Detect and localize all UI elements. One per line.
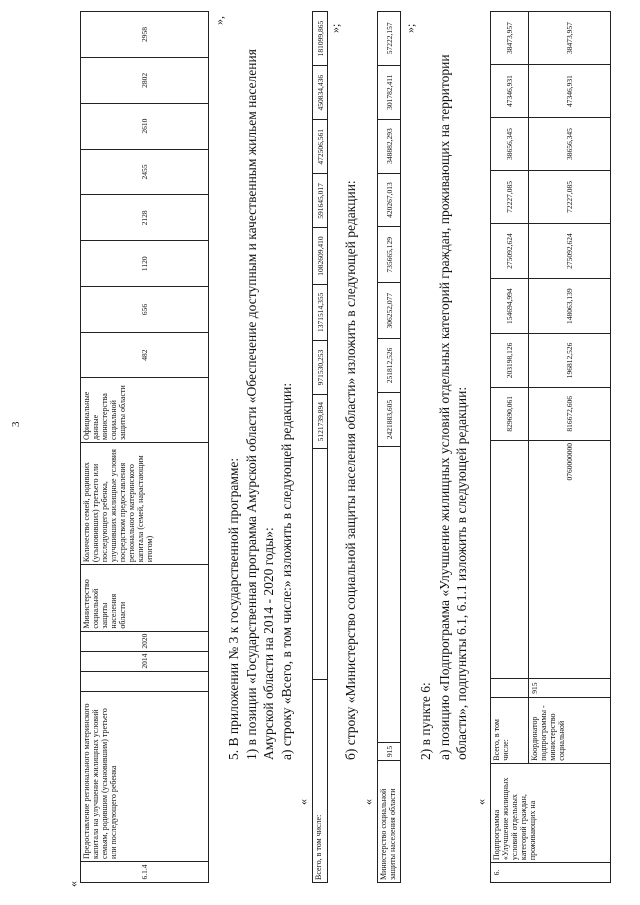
subprogram-number: 6. (491, 863, 611, 883)
row1-value: 829690,061 (491, 387, 529, 440)
kbk-code: 0760000000 (565, 443, 574, 481)
measure-name: Предоставление регионального материнского капитала на улучшение жилищных условий семьям, родившим (усыновившим) третьего или последующего ребенка (81, 691, 209, 861)
section5-heading: 5. В приложении № 3 к государственной программе: (226, 457, 241, 760)
subprogram-name: Подпрограмма «Улучшение жилищных условий отдельных категорий граждан, проживающих на (491, 763, 611, 862)
indicator-value: 2455 (81, 149, 209, 195)
quote-open-4: « (474, 799, 488, 805)
quote-close-2: »; (328, 23, 342, 33)
indicator-value: 656 (81, 287, 209, 333)
row1-value: 38656,345 (491, 118, 529, 171)
ministry-value: 420267,013 (378, 173, 401, 227)
indicator-value: 482 (81, 332, 209, 378)
responsible-body: Министерство социальной защиты населения области (81, 565, 209, 631)
ministry-value: 251812,526 (378, 339, 401, 393)
ministry-value: 348882,293 (378, 119, 401, 173)
total-value: 181099,865 (313, 12, 328, 66)
row2-value: 47346,931 (529, 65, 611, 118)
data-source: Официальные данные министерства социальной защиты области (81, 378, 209, 443)
indicator-value: 1120 (81, 241, 209, 287)
ministry-code: 915 (378, 742, 401, 761)
row2-code: 915 (529, 679, 611, 698)
row2-value: 148063,139 (529, 279, 611, 334)
row2-value: 275092,624 (529, 223, 611, 278)
ministry-label: Министерство социальной защиты населения области (378, 761, 401, 883)
subprogram-table (490, 11, 611, 883)
quote-open-1: « (66, 881, 80, 887)
quote-close-3: »; (403, 23, 417, 33)
quote-open-2: « (296, 799, 310, 805)
total-value: 5121739,894 (313, 395, 328, 449)
ministry-value: 57222,157 (378, 12, 401, 66)
year-end: 2020 (81, 631, 209, 651)
total-value: 472506,561 (313, 120, 328, 174)
year-start: 2014 (81, 651, 209, 671)
row2-value: 816672,606 (529, 387, 611, 440)
indicator-value: 2802 (81, 57, 209, 103)
row-number: 6.1.4 (81, 862, 209, 883)
row1-value: 47346,931 (491, 65, 529, 118)
total-value: 1371514,355 (313, 284, 328, 340)
item2a-wrapper (436, 10, 470, 760)
ministry-value: 301782,411 (378, 65, 401, 119)
item1b-text: б) строку «Министерство социальной защиты населения области» изложить в следующей редакции: (343, 180, 358, 760)
total-value: 450834,436 (313, 66, 328, 120)
total-label: Всего, в том числе: (313, 679, 328, 882)
item1-text: 1) в позиции «Государственная программа Амурской области «Обеспечение доступным и качественным жильем населения Амурской области на 2014 - 2020 годы»: (244, 49, 276, 760)
total-value: 971530,253 (313, 340, 328, 394)
quote-close-1: », (212, 16, 226, 25)
row2-value: 72227,085 (529, 170, 611, 223)
item1-text-line1 (243, 10, 277, 760)
row1-value: 72227,085 (491, 170, 529, 223)
indicator-name: Количество семей, родивших (усыновивших) третьего или последующего ребенка, улучшивших жилищные условия посредством предоставления регионального материнского капитала (семей, нарастающим итогом) (81, 442, 209, 564)
ministry-table (377, 11, 401, 883)
row2-value: 38473,957 (529, 12, 611, 65)
item2-heading: 2) в пункте 6: (418, 682, 433, 760)
row1-value: 38473,957 (491, 12, 529, 65)
row1-value: 275092,624 (491, 223, 529, 278)
row2-value: 196812,526 (529, 334, 611, 387)
row2-kbk (529, 441, 611, 679)
row1-value: 203198,126 (491, 334, 529, 387)
row1-label: Всего, в том числе: (491, 698, 529, 764)
total-value: 1082609,410 (313, 228, 328, 284)
total-value: 591645,017 (313, 174, 328, 228)
indicator-table (80, 11, 209, 883)
item2a-text: а) позицию «Подпрограмма «Улучшение жилищных условий отдельных категорий граждан, проживающих на территории области», подпункты 6.1, 6.1.1 изложить в следующей редакции: (437, 54, 469, 760)
row2-label: Координатор подпрограммы - министерство социальной (529, 698, 611, 764)
ministry-value: 735665,129 (378, 227, 401, 283)
total-table (312, 11, 328, 883)
ministry-value: 306252,077 (378, 283, 401, 339)
row1-value: 154694,994 (491, 279, 529, 334)
ministry-value: 2421883,605 (378, 392, 401, 446)
quote-open-3: « (361, 799, 375, 805)
indicator-value: 2128 (81, 195, 209, 241)
indicator-value: 2958 (81, 12, 209, 58)
row2-value: 38656,345 (529, 118, 611, 171)
item1a-text: а) строку «Всего, в том числе:» изложить в следующей редакции: (279, 382, 294, 760)
page-number: 3 (10, 421, 22, 427)
indicator-value: 2610 (81, 103, 209, 149)
